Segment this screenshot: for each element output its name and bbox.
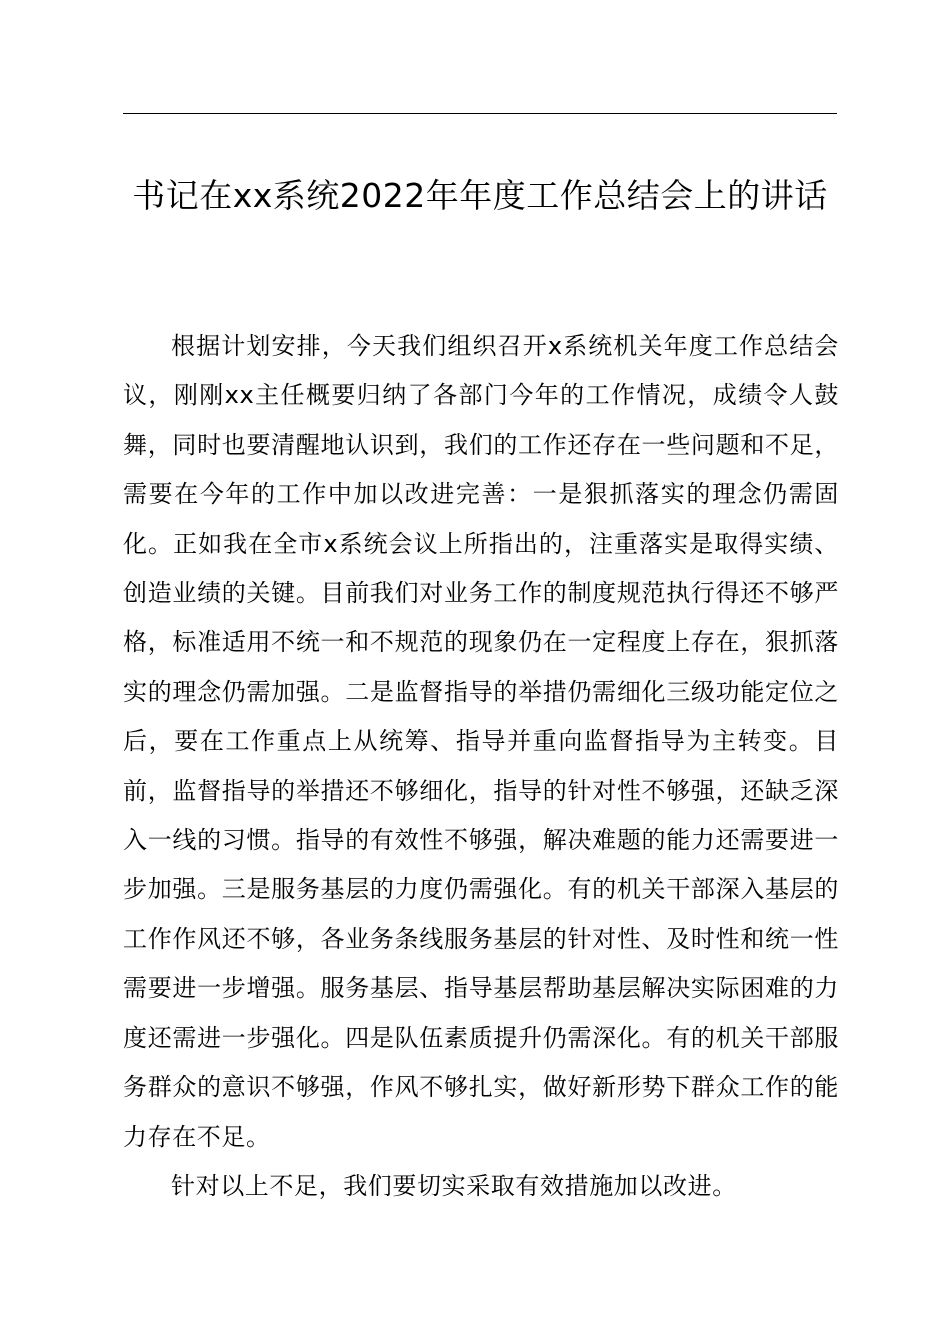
body-paragraph: 根据计划安排，今天我们组织召开x系统机关年度工作总结会议，刚刚xx主任概要归纳了各部门今年的工作情况，成绩令人鼓舞，同时也要清醒地认识到，我们的工作还存在一些问题和不足，需要在今年的工作中加以改进完善：一是狠抓落实的理念仍需固化。正如我在全市x系统会议上所指出的，注重落实是取得实绩、创造业绩的关键。目前我们对业务工作的制度规范执行得还不够严格，标准适用不统一和不规范的现象仍在一定程度上存在，狠抓落实的理念仍需加强。二是监督指导的举措仍需细化三级功能定位之后，要在工作重点上从统筹、指导并重向监督指导为主转变。目前，监督指导的举措还不够细化，指导的针对性不够强，还缺乏深入一线的习惯。指导的有效性不够强，解决难题的能力还需要进一步加强。三是服务基层的力度仍需强化。有的机关干部深入基层的工作作风还不够，各业务条线服务基层的针对性、及时性和统一性需要进一步增强。服务基层、指导基层帮助基层解决实际困难的力度还需进一步强化。四是队伍素质提升仍需深化。有的机关干部服务群众的意识不够强，作风不够扎实，做好新形势下群众工作的能力存在不足。	[123, 332, 839, 1151]
header-rule	[123, 113, 837, 114]
document-body	[123, 322, 839, 1211]
body-paragraph: 针对以上不足，我们要切实采取有效措施加以改进。	[171, 1171, 737, 1200]
document-title: 书记在xx系统2022年年度工作总结会上的讲话	[132, 176, 828, 215]
